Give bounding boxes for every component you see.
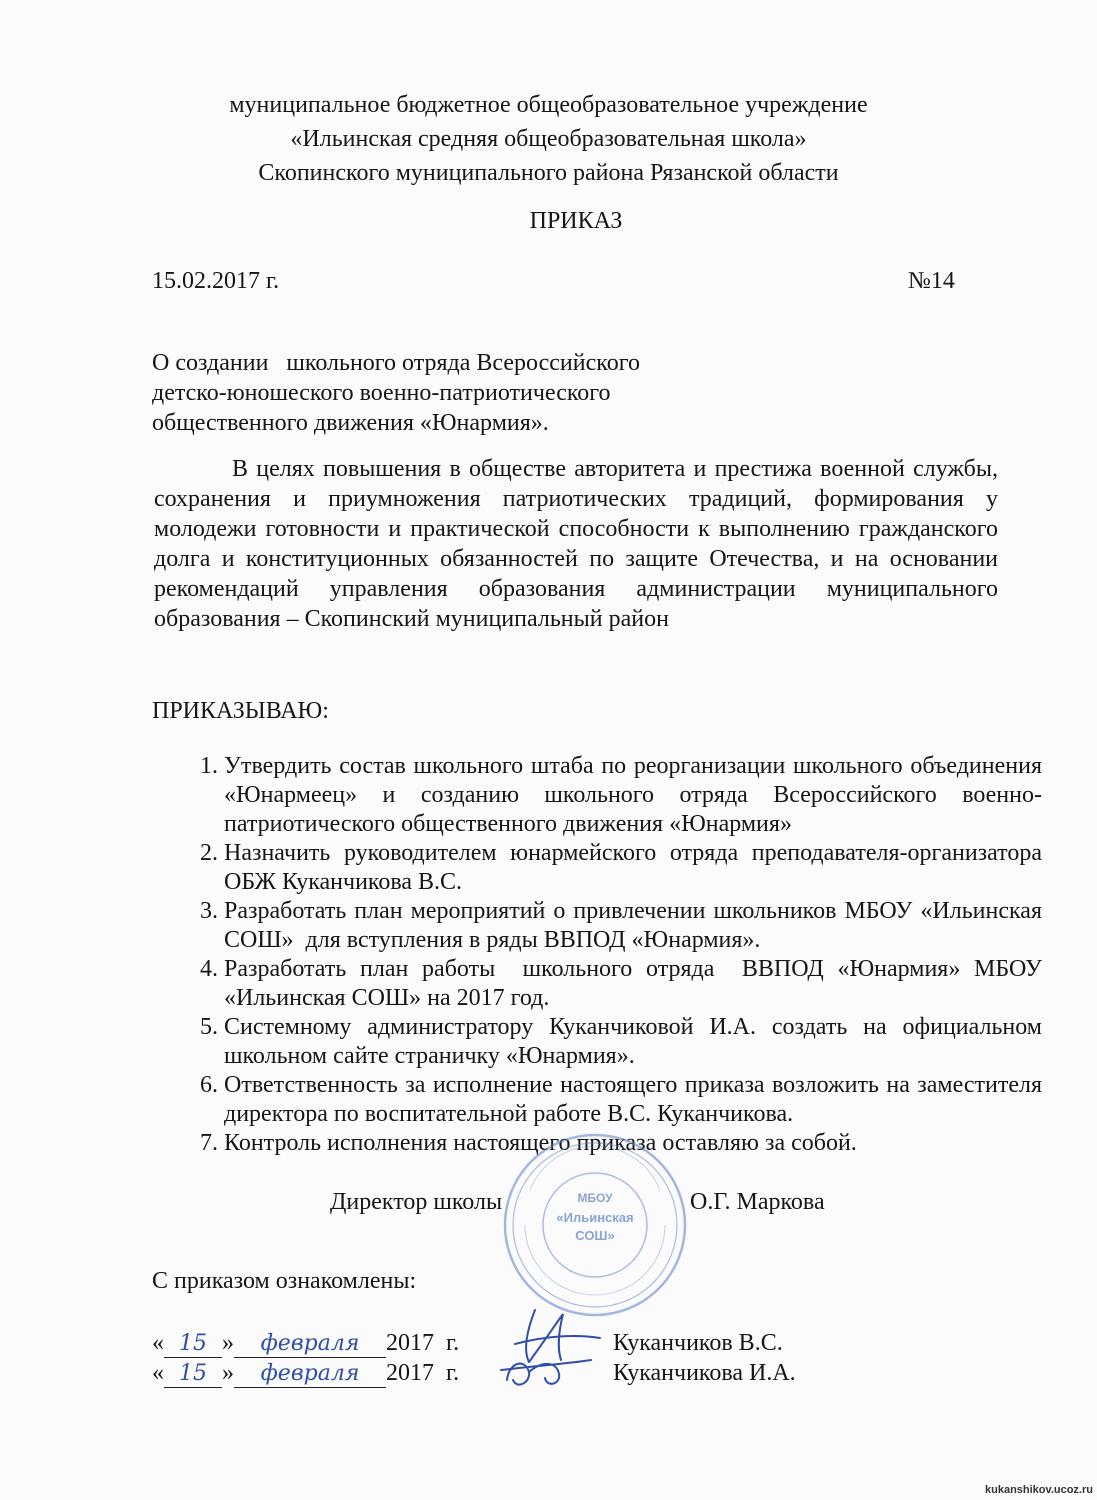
month-blank (234, 1330, 386, 1358)
order-items-list (180, 752, 1048, 1158)
stamp-seal (500, 1130, 690, 1320)
signature-role: Директор школы (330, 1189, 503, 1215)
acquainted-name: Куканчиков В.С. (613, 1330, 783, 1356)
signature-scribble-2 (495, 1350, 595, 1400)
list-item: 3. Разработать план мероприятий о привлечении школьников МБОУ «Ильинская СОШ» для вступления в ряды ВВПОД «Юнармия». (224, 897, 1042, 955)
order-heading: ПРИКАЗЫВАЮ: (152, 698, 329, 724)
document-title: ПРИКАЗ (529, 208, 623, 234)
handwritten-month: февраля (260, 1361, 360, 1386)
preamble-paragraph: В целях повышения в обществе авторитета и престижа военной службы, сохранения и приумножения патриотических традиций, формирования у молодежи готовности и практической способности к выполнению гражданского долга и конституционных обязанностей по защите Отечества, и на основании рекомендаций управления образования администрации муниципального образования – Скопинский муниципальный район (154, 456, 998, 632)
subject-line-2: детско-юношеского военно-патриотического (152, 380, 611, 406)
subject-line-1: О создании школьного отряда Всероссийского (152, 350, 640, 376)
order-date: 15.02.2017 г. (152, 268, 280, 294)
list-item: 7. Контроль исполнения настоящего приказа оставляю за собой. (224, 1129, 1042, 1158)
subject-line-3: общественного движения «Юнармия». (152, 410, 549, 436)
handwritten-month: февраля (260, 1331, 360, 1356)
stamp-text-bottom: СОШ» (575, 1228, 615, 1243)
order-number: №14 (908, 268, 955, 294)
handwritten-day: 15 (179, 1331, 207, 1356)
institution-header (0, 88, 1097, 190)
month-blank (234, 1360, 386, 1388)
stamp-text-top: МБОУ (577, 1191, 613, 1205)
stamp-text-middle: «Ильинская (556, 1210, 634, 1225)
acquainted-label: С приказом ознакомлены: (152, 1268, 417, 1294)
signature-name: О.Г. Маркова (690, 1189, 825, 1215)
list-item: 6. Ответственность за исполнение настоящего приказа возложить на заместителя директора по воспитательной работе В.С. Куканчикова. (224, 1071, 1042, 1129)
watermark-text: kukanshikov.ucoz.ru (985, 1484, 1093, 1496)
list-item: 2. Назначить руководителем юнармейского отряда преподавателя-организатора ОБЖ Куканчикова В.С. (224, 839, 1042, 897)
header-line-1: муниципальное бюджетное общеобразовательное учреждение (229, 92, 868, 118)
day-blank (164, 1360, 222, 1388)
list-item: 4. Разработать план работы школьного отряда ВВПОД «Юнармия» МБОУ «Ильинская СОШ» на 2017 год. (224, 955, 1042, 1013)
acquaintance-row: « 15 » февраля 2017 г. (152, 1330, 460, 1356)
list-item: 1. Утвердить состав школьного штаба по реорганизации школьного объединения «Юнармеец» и созданию школьного отряда Всероссийского военно-патриотического общественного движения «Юнармия» (224, 752, 1042, 839)
list-item: 5. Системному администратору Куканчиковой И.А. создать на официальном школьном сайте страничку «Юнармия». (224, 1013, 1042, 1071)
header-line-3: Скопинского муниципального района Рязанской области (258, 160, 839, 186)
header-line-2: «Ильинская средняя общеобразовательная школа» (290, 126, 807, 152)
day-blank (164, 1330, 222, 1358)
handwritten-day: 15 (179, 1361, 207, 1386)
acquaintance-row: « 15 » февраля 2017 г. (152, 1360, 460, 1386)
order-subject (152, 348, 772, 438)
acquainted-name: Куканчикова И.А. (613, 1360, 796, 1386)
